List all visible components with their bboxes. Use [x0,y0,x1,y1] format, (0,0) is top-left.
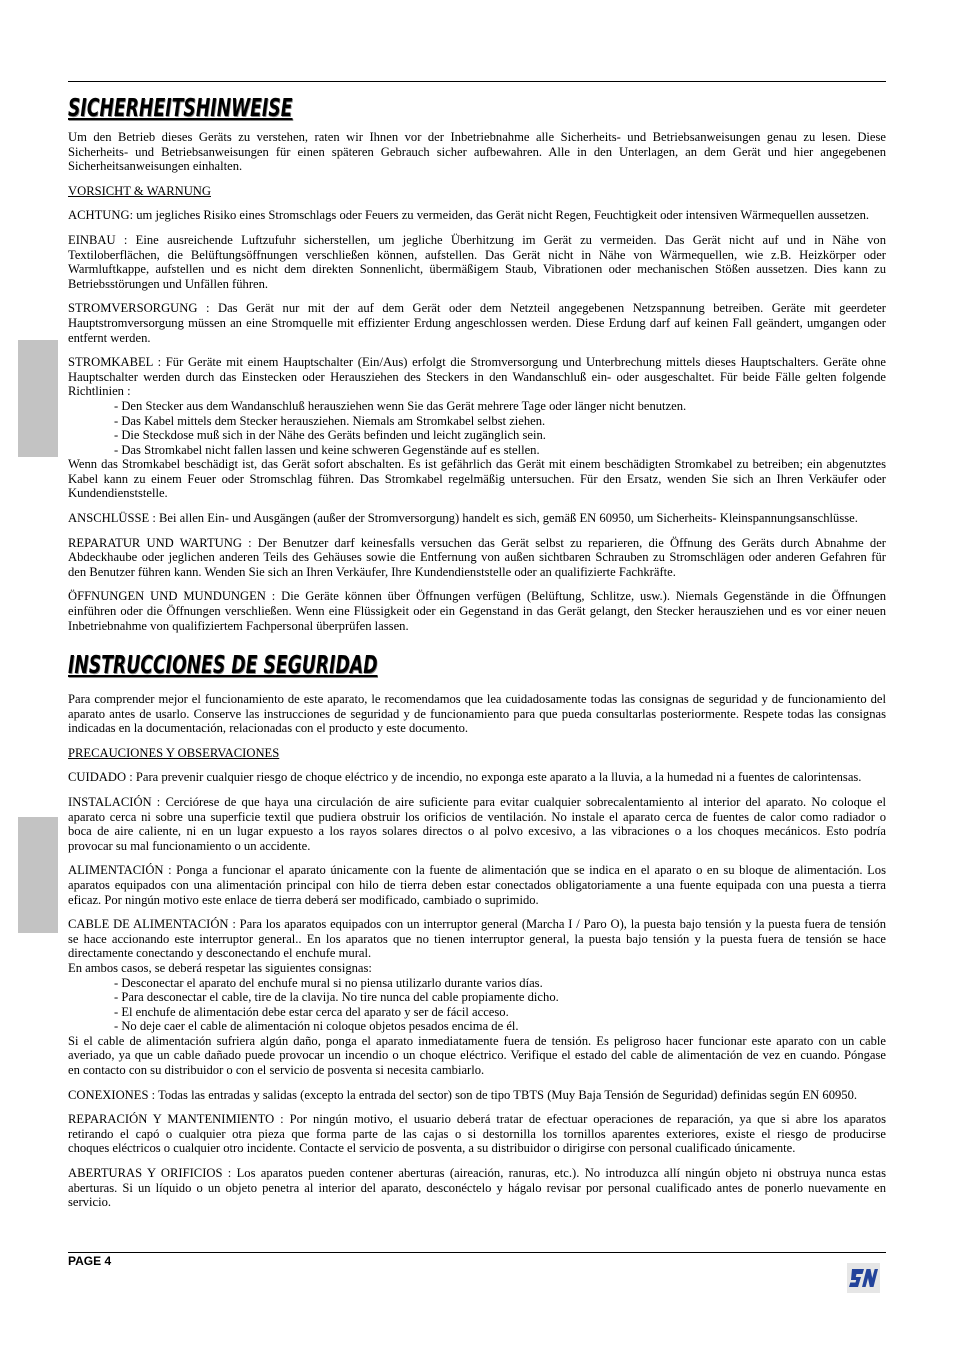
page-number: PAGE 4 [68,1254,112,1268]
text-line: directamente conectando y desconectando el enchufe mural. [68,946,372,961]
text-line: REPARACIÓN Y MANTENIMIENTO : Por ningún motivo, el usuario deberá tratar de efectuar operaciones de reparación, ya que si abre los aparatos [68,1112,886,1127]
text-line: EINBAU : Eine ausreichende Luftzufuhr sicherstellen, um jegliche Überhitzung im Gerät zu vermeiden. Das Gerät nicht auf und in Nähe von [68,232,886,247]
text-line: boca de aire caliente, ni en un lugar expuesto a los rayos solares directos o al polvo excesivo, a las vibraciones o a los choques mecánicos. Esto podría [68,824,886,839]
text-line: ÖFFNUNGEN UND MUNDUNGEN : Die Geräte können über Öffnungen verfügen (Belüftung, Schlitze, usw.). Niemals Gegenstände in die Öffnungen [68,589,886,604]
text-line: Richtlinien : [68,384,131,399]
list-item: - Desconectar el aparato del enchufe mural si no piensa utilizarlo durante varios días. [114,975,543,990]
section-body [68,130,886,643]
header-rule [68,81,886,82]
text-line: CUIDADO : Para prevenir cualquier riesgo de choque eléctrico y de incendio, no exponga este aparato a la lluvia, a la humedad ni a fuentes de calorintensas. [68,770,862,785]
paragraph [68,1088,886,1103]
text-line: Hauptstromversorgung müssen an eine Stromquelle mit effizienter Erdung angeschlossen werden. Diese Erdung darf auf keinen Fall geändert, umgangen oder [68,315,886,330]
paragraph [68,795,886,853]
section-title: SICHERHEITSHINWEISE [68,93,293,122]
list-item: - El enchufe de alimentación debe estar cerca del aparato y ser de fácil acceso. [114,1004,509,1019]
text-line: CONEXIONES : Todas las entradas y salidas (excepto la entrada del sector) son de tipo TBTS (Muy Baja Tensión de Seguridad) definidas según EN 60950. [68,1087,858,1102]
text-line: Kundendienststelle. [68,486,168,501]
paragraph [68,589,886,633]
text-line: averiado, ya que un cable dañado puede provocar un incendio o un choque eléctrico. Verifique el estado del cable de alimentación de vez en cuando. Póngase [68,1048,886,1063]
brand-logo [847,1263,880,1293]
text-line: en contacto con su distribuidor o con el servicio de posventa si necesita cambiarlo. [68,1063,485,1078]
subheading-block [68,746,886,761]
subheading: VORSICHT & WARNUNG [68,183,211,198]
footer-rule [68,1252,886,1253]
text-line: Warmluftkappe, aufstellen und es nicht dem direkten Sonnenlicht, übermäßigem Staub, Vibrationen oder mechanischen Stößen aussetzen. Dies kann zu [68,262,886,277]
section-title: INSTRUCCIONES DE SEGURIDAD [68,650,378,679]
text-line: aparato antes de usarlo. Conserve las instrucciones de seguridad y de funcionamiento para que pueda consultarlas posteriormente. Respete todas las consignas [68,706,886,721]
text-line: Si el cable de alimentación sufriera algún daño, ponga el aparato inmediatamente fuera de tensión. Es peligroso hacer funcionar este aparato con un cable [68,1033,886,1048]
text-line: aparato cerca ni sobre una superficie textil que pudiera obstruir los orificios de ventilación. No instale el aparato cerca de fuentes de calor como radiador o [68,809,886,824]
text-line: CABLE DE ALIMENTACIÓN : Para los aparatos equipados con un interruptor general (Marcha I / Paro O), la puesta bajo tensión y la puesta fuera de tensión [68,917,886,932]
text-line: servicio. [68,1195,112,1210]
list-item: - Para desconectar el cable, tire de la clavija. No tire nunca del cable propiamente dicho. [114,990,559,1005]
list-item: - No deje caer el cable de alimentación ni coloque objetos pesados encima de él. [114,1019,519,1034]
paragraph [68,301,886,345]
text-line: eficaz. Por ningún motivo este enlace de tierra deberá ser modificado, cambiado o suprimido. [68,892,539,907]
paragraph [68,536,886,580]
paragraph [68,1166,886,1210]
text-line: ACHTUNG: um jegliches Risiko eines Stromschlags oder Feuers zu vermeiden, das Gerät nicht Regen, Feuchtigkeit oder intensiven Wärmequellen aussetzen. [68,208,870,223]
list-item: - Das Stromkabel nicht fallen lassen und keine schweren Gegenstände auf es stellen. [114,442,540,457]
paragraph [68,917,886,1078]
text-line: se hace accionando este interruptor general.. En los aparatos que no tienen interruptor general, la puesta bajo tensión y la puesta fuera de tensión se hace [68,931,886,946]
paragraph [68,233,886,291]
text-line: Betriebsstörungen und Unfällen führen. [68,276,269,291]
text-line: Kabel kann zu einem Feuer oder Stromschlag führen. Das Stromkabel regelmäßig untersuchen. Für den Ersatz, wenden Sie sich an Ihren Verkäufer oder [68,471,886,486]
text-line: Inbetriebnahme von qualifiziertem Fachpersonal überprüfen lassen. [68,618,409,633]
text-line: STROMVERSORGUNG : Das Gerät nur mit der auf dem Gerät oder dem Netzteil angegebenen Netzspannung betreiben. Geräte mit geerdeter [68,301,886,316]
text-line: Textiloberflächen, die Belüftungsöffnungen verschließen können, aufstellen. Das Gerät nicht in Nähe von Wärmequellen, wie z.B. Heizkörper oder [68,247,886,262]
paragraph [68,692,886,736]
text-line: ANSCHLÜSSE : Bei allen Ein- und Ausgängen (außer der Stromversorgung) handelt es sich, gemäß EN 60950, um Sicherheits- Kleinspannungsanschlüsse. [68,511,858,526]
text-line: indicadas en la documentación, relacionadas con el producto y este documento. [68,721,469,736]
paragraph [68,208,886,223]
text-line: provocar su mal funcionamiento o un accidente. [68,838,311,853]
list-item: - Den Stecker aus dem Wandanschluß herausziehen wenn Sie das Gerät mehrere Tage oder länger nicht benutzen. [114,398,687,413]
side-tab-spanish [18,817,58,933]
text-line: INSTALACIÓN : Cerciórese de que haya una circulación de aire suficiente para evitar cualquier sobrecalentamiento al interior del aparato. No coloque el [68,794,886,809]
paragraph [68,770,886,785]
subheading: PRECAUCIONES Y OBSERVACIONES [68,745,280,760]
text-line: REPARATUR UND WARTUNG : Der Benutzer darf keinesfalls versuchen das Gerät selbst zu reparieren, die Öffnung des Geräts durch Abnahme der [68,535,886,550]
section-body [68,692,886,1220]
text-line: entfernt werden. [68,330,151,345]
text-line: retirando el capó o cualquier otra pieza que forma parte de las cajas o si destornilla los tornillos aparentes exteriores, existe el riesgo de producirse [68,1126,886,1141]
paragraph [68,511,886,526]
text-line: aparatos equipados con una alimentación principal con hilo de tierra deben estar conectados obligatoriamente a una fuente equipada con una puesta a tierra [68,877,886,892]
text-line: En ambos casos, se deberá respetar las siguientes consignas: [68,960,372,975]
text-line: aberturas. Si un líquido o un objeto penetra al interior del aparato, desconéctelo y hágalo revisar por personal cualificado antes de ponerlo nuevamente en [68,1180,886,1195]
list-item: - Die Steckdose muß sich in der Nähe des Geräts befinden und leicht zugänglich sein. [114,428,546,443]
paragraph [68,130,886,174]
text-line: den Benutzer führen kann. Wenden Sie sich an Ihren Verkäufer, Ihre Kundendienststelle oder an qualifizierte Fachkräfte. [68,564,676,579]
text-line: Abdeckhaube oder jeglichen anderen Teils des Gehäuses sowie die Entfernung von außen sichtbaren Schrauben zu Stromschlägen oder anderen Gefahren für [68,550,886,565]
text-line: einführen oder die Öffnungen verschließen. Wenn eine Flüssigkeit oder ein Gegenstand in das Gerät gelangt, den Stecker herausziehen und es vor einer neuen [68,604,886,619]
text-line: Sicherheits- und Betriebsanweisungen für einen späteren Gebrauch sicher aufbewahren. Alle in den Unterlagen, an dem Gerät und hier angegebenen [68,144,886,159]
list-item: - Das Kabel mittels dem Stecker herausziehen. Niemals am Stromkabel selbst ziehen. [114,413,546,428]
paragraph [68,863,886,907]
paragraph [68,355,886,501]
text-line: Wenn das Stromkabel beschädigt ist, das Gerät sofort abschalten. Es ist gefährlich das Gerät mit einem beschädigten Stromkabel zu betreiben; ein abgenutztes [68,457,886,472]
side-tab-german [18,340,58,457]
subheading-block [68,184,886,199]
text-line: ABERTURAS Y ORIFICIOS : Los aparatos pueden contener aberturas (aireación, ranuras, etc.). No introduzca allí ningún objeto ni obstruya nunca estas [68,1166,886,1181]
text-line: Para comprender mejor el funcionamiento de este aparato, le recomendamos que lea cuidadosamente todas las consignas de seguridad y de funcionamiento del [68,692,886,706]
text-line: Hauptschalter werden durch das Einstecken oder Herausziehen des Steckers in den Wandanschluß ein- oder ausgeschaltet. Für beide Fälle gelten folgende [68,369,886,384]
text-line: STROMKABEL : Für Geräte mit einem Hauptschalter (Ein/Aus) erfolgt die Stromversorgung und Unterbrechung mittels dieses Hauptschalters. Geräte ohne [68,355,886,370]
text-line: choques eléctricos o cualquier otro incidente. Contacte el servicio de posventa, a su distribuidor o dirigirse con personal cualificado únicamente. [68,1141,796,1156]
text-line: Um den Betrieb dieses Geräts zu verstehen, raten wir Ihnen vor der Inbetriebnahme alle Sicherheits- und Betriebsanweisungen genau zu lesen. Diese [68,130,886,144]
text-line: ALIMENTACIÓN : Ponga a funcionar el aparato únicamente con la fuente de alimentación que se indica en el aparato o en su bloque de alimentación. Los [68,863,886,878]
text-line: Sicherheitsanweisungen einhalten. [68,159,243,174]
paragraph [68,1112,886,1156]
